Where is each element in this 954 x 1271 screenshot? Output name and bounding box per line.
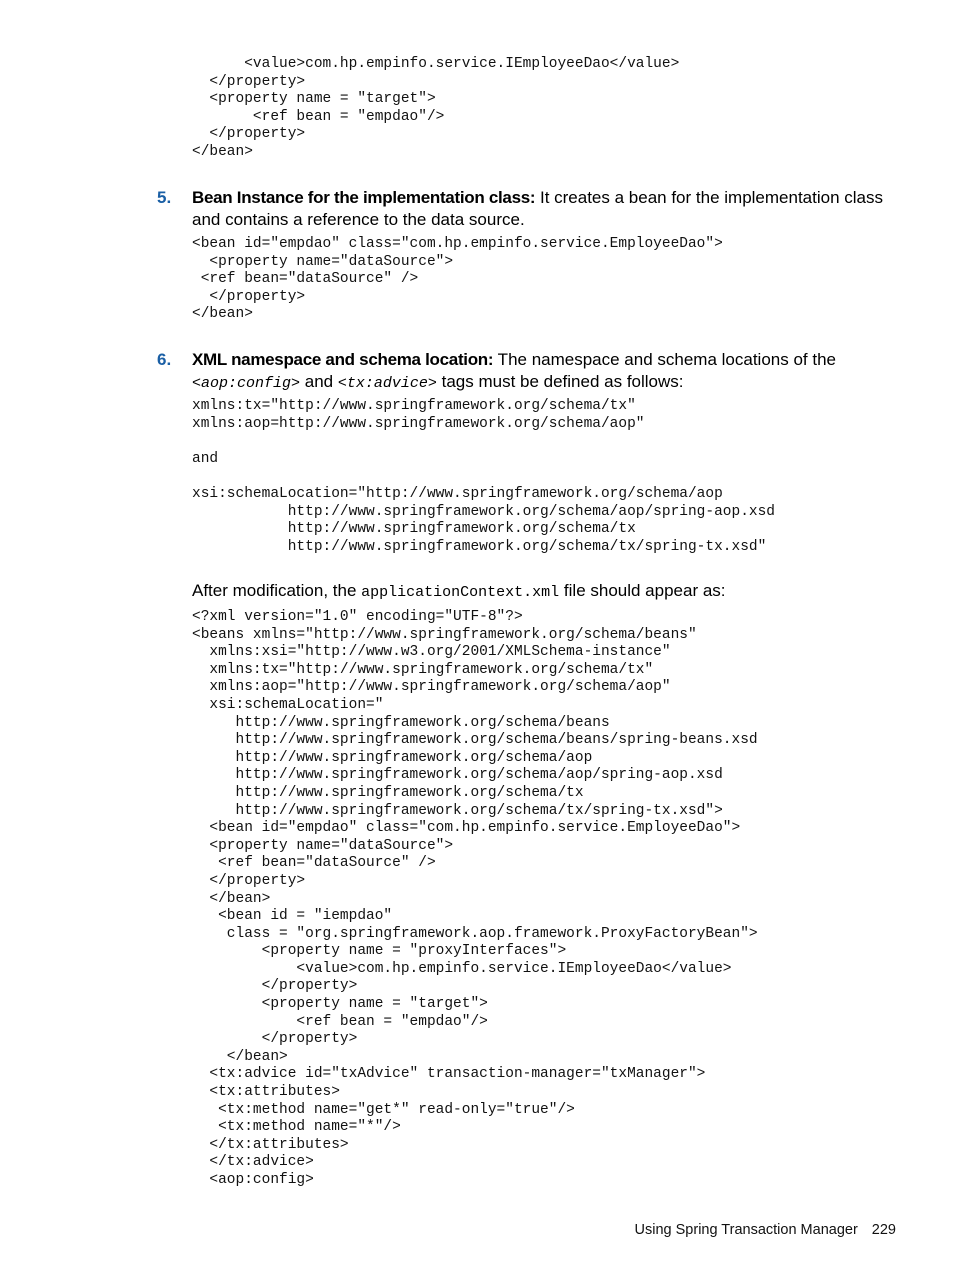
description-text: tags must be defined as follows: bbox=[436, 371, 684, 391]
list-number: 6. bbox=[157, 350, 172, 369]
paragraph-text: After modification, the bbox=[192, 581, 362, 600]
inline-tag-tx-advice: <tx:advice> bbox=[337, 374, 437, 392]
code-block-top: <value>com.hp.empinfo.service.IEmployeeDao</value> </property> <property name = "target"> <ref bean = "empdao"/> </property> </bean> bbox=[192, 56, 680, 160]
list-item-6 bbox=[157, 349, 902, 394]
list-number: 5. bbox=[157, 188, 172, 207]
paragraph-after-modification bbox=[192, 580, 902, 604]
inline-filename: applicationContext.xml bbox=[361, 584, 560, 601]
list-item-body bbox=[192, 349, 902, 394]
code-block-namespace: xmlns:tx="http://www.springframework.org/schema/tx" xmlns:aop=http://www.springframework.org/schema/aop" and xsi:schemaLocation="http://www.springframework.org/schema/aop http://www.springframework.org/schema/aop/spring-aop.xsd http://www.springframework.org/schema/tx http://www.springframework.org/schema/tx/spring-tx.xsd" bbox=[192, 398, 775, 555]
description-text: The namespace and schema locations of the bbox=[493, 350, 836, 369]
inline-tag-aop-config: <aop:config> bbox=[192, 374, 301, 392]
footer-section-title: Using Spring Transaction Manager bbox=[634, 1222, 858, 1238]
list-item-5 bbox=[157, 187, 902, 230]
description-text: and bbox=[300, 371, 338, 391]
paragraph-text: file should appear as: bbox=[559, 581, 726, 600]
page-footer bbox=[635, 1222, 896, 1238]
code-block-bean-instance: <bean id="empdao" class="com.hp.empinfo.service.EmployeeDao"> <property name="dataSource"> <ref bean="dataSource" /> </property> </bean> bbox=[192, 236, 723, 323]
page-number: 229 bbox=[871, 1222, 896, 1238]
list-item-body bbox=[192, 187, 902, 230]
code-block-application-context: <?xml version="1.0" encoding="UTF-8"?> <beans xmlns="http://www.springframework.org/schema/beans" xmlns:xsi="http://www.w3.org/2001/XMLSchema-instance" xmlns:tx="http://www.springframework.org/schema/tx" xmlns:aop="http://www.springframework.org/schema/aop" xsi:schemaLocation=" http://www.springframework.org/schema/beans http://www.springframework.org/schema/beans/spring-beans.xsd http://www.springframework.org/schema/aop http://www.springframework.org/schema/aop/spring-aop.xsd http://www.springframework.org/schema/tx http://www.springframework.org/schema/tx/spring-tx.xsd"> <bean id="empdao" class="com.hp.empinfo.service.EmployeeDao"> <property name="dataSource"> <ref bean="dataSource" /> </property> </bean> <bean id = "iempdao" class = "org.springframework.aop.framework.ProxyFactoryBean"> <property name = "proxyInterfaces"> <value>com.hp.empinfo.service.IEmployeeDao</value> </property> <property name = "target"> <ref bean = "empdao"/> </property> </bean> <tx:advice id="txAdvice" transaction-manager="txManager"> <tx:attributes> <tx:method name="get*" read-only="true"/> <tx:method name="*"/> </tx:attributes> </tx:advice> <aop:config> bbox=[192, 609, 758, 1188]
term-bold: XML namespace and schema location: bbox=[192, 350, 494, 369]
description-text: It creates a bean for the implementation class and contains a reference to the data source. bbox=[192, 188, 883, 229]
term-bold: Bean Instance for the implementation class: bbox=[192, 188, 536, 207]
